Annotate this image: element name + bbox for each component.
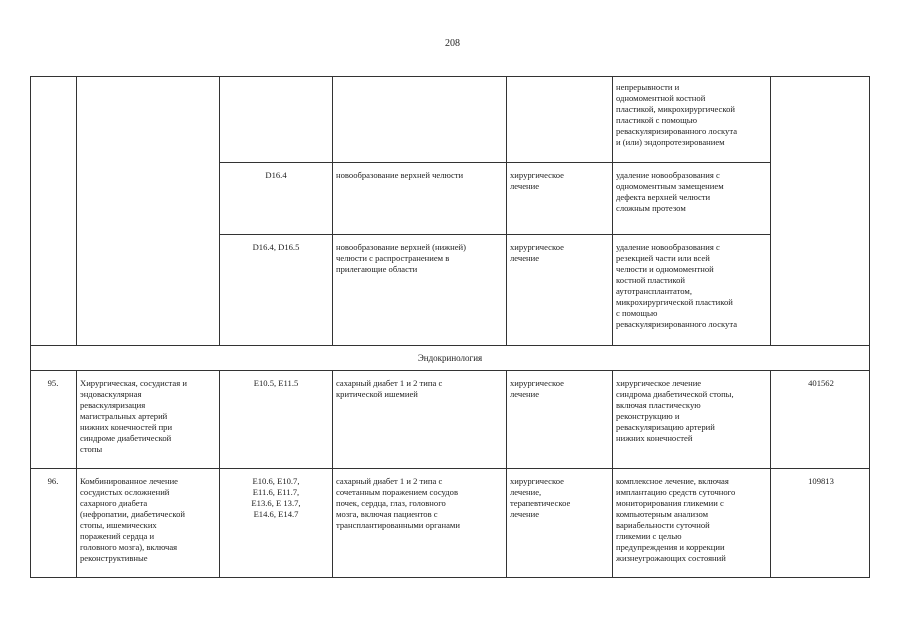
entry-95-name: Хирургическая, сосудистая и эндоваскулярная реваскуляризация магистральных артерий нижних конечностей при синдроме диабетической стопы — [80, 378, 187, 454]
column-divider — [612, 370, 613, 578]
column-divider — [30, 76, 31, 345]
entry-96-cost: 109813 — [808, 476, 834, 486]
row-d164-d165-model: новообразование верхней (нижней) челюсти с распространением в прилегающие области — [336, 242, 466, 274]
column-divider — [332, 76, 333, 345]
entry-96-method: комплексное лечение, включая имплантацию средств суточного мониторирования гликемии с компьютерным анализом вариабельности суточной гликемии с целью предупреждения и коррекции жизнеугрожающих состояний — [616, 476, 736, 563]
column-divider — [76, 370, 77, 578]
entry-95-method: хирургическое лечение синдрома диабетической стопы, включая пластическую реконструкцию и реваскуляризацию артерий нижних конечностей — [616, 378, 734, 443]
entry-95-treatment: хирургическое лечение — [510, 378, 564, 399]
entry-95-mkb: E10.5, E11.5 — [253, 378, 299, 388]
column-divider — [506, 76, 507, 345]
entry-95-model: сахарный диабет 1 и 2 типа с критической ишемией — [336, 378, 443, 399]
column-divider — [30, 370, 31, 578]
row-d164-d165-mkb: D16.4, D16.5 — [252, 242, 300, 252]
entry-95-cost: 401562 — [808, 378, 834, 388]
entry-96-number: 96. — [47, 476, 59, 486]
entry-95-number: 95. — [47, 378, 59, 388]
entry-96-mkb: E10.6, E10.7, E11.6, E11.7, E13.6, E 13.7, E14.6, E14.7 — [251, 476, 301, 519]
entry-96-treatment: хирургическое лечение, терапевтическое лечение — [510, 476, 571, 519]
row-d164-treatment: хирургическое лечение — [510, 170, 564, 191]
table-top-border — [30, 76, 870, 77]
entry-96-name: Комбинированное лечение сосудистых осложнений сахарного диабета (нефропатии, диабетической стопы, ишемических поражений сердца и головного мозга), включая реконструктивные — [80, 476, 185, 563]
column-divider — [219, 370, 220, 578]
column-divider — [332, 370, 333, 578]
row-d164-d165-treatment: хирургическое лечение — [510, 242, 564, 263]
entry-96-model: сахарный диабет 1 и 2 типа с сочетанным поражением сосудов почек, сердца, глаз, головного мозга, включая пациентов с трансплантированными органами — [336, 476, 460, 530]
row-divider — [220, 234, 770, 235]
section-bottom-border — [30, 370, 870, 371]
method-continuation-cell: непрерывности и одномоментной костной пластикой, микрохирургической пластикой с помощью реваскуляризированного лоскута и (или) эндопротезированием — [616, 82, 738, 147]
page-number: 208 — [445, 38, 460, 49]
section-left-border — [30, 345, 31, 371]
column-divider — [770, 370, 771, 578]
table-bottom-border — [30, 577, 870, 578]
column-divider — [612, 76, 613, 345]
row-d164-model: новообразование верхней челюсти — [336, 170, 464, 180]
row-d164-mkb: D16.4 — [265, 170, 287, 180]
section-title-endocrinology: Эндокринология — [417, 353, 483, 363]
column-divider — [770, 76, 771, 345]
row-divider — [220, 162, 770, 163]
section-top-border — [30, 345, 870, 346]
column-divider — [869, 76, 870, 345]
column-divider — [506, 370, 507, 578]
row-d164-method: удаление новообразования с одномоментным замещением дефекта верхней челюсти сложным протезом — [616, 170, 724, 213]
row-d164-d165-method: удаление новообразования с резекцией части или всей челюсти и одномоментной костной пластикой аутотрансплантатом, микрохирургической пластикой с помощью реваскуляризированного лоскута — [616, 242, 738, 329]
services-table — [30, 76, 870, 578]
column-divider — [869, 370, 870, 578]
column-divider — [76, 76, 77, 345]
column-divider — [219, 76, 220, 345]
row-divider — [30, 468, 870, 469]
section-right-border — [869, 345, 870, 371]
